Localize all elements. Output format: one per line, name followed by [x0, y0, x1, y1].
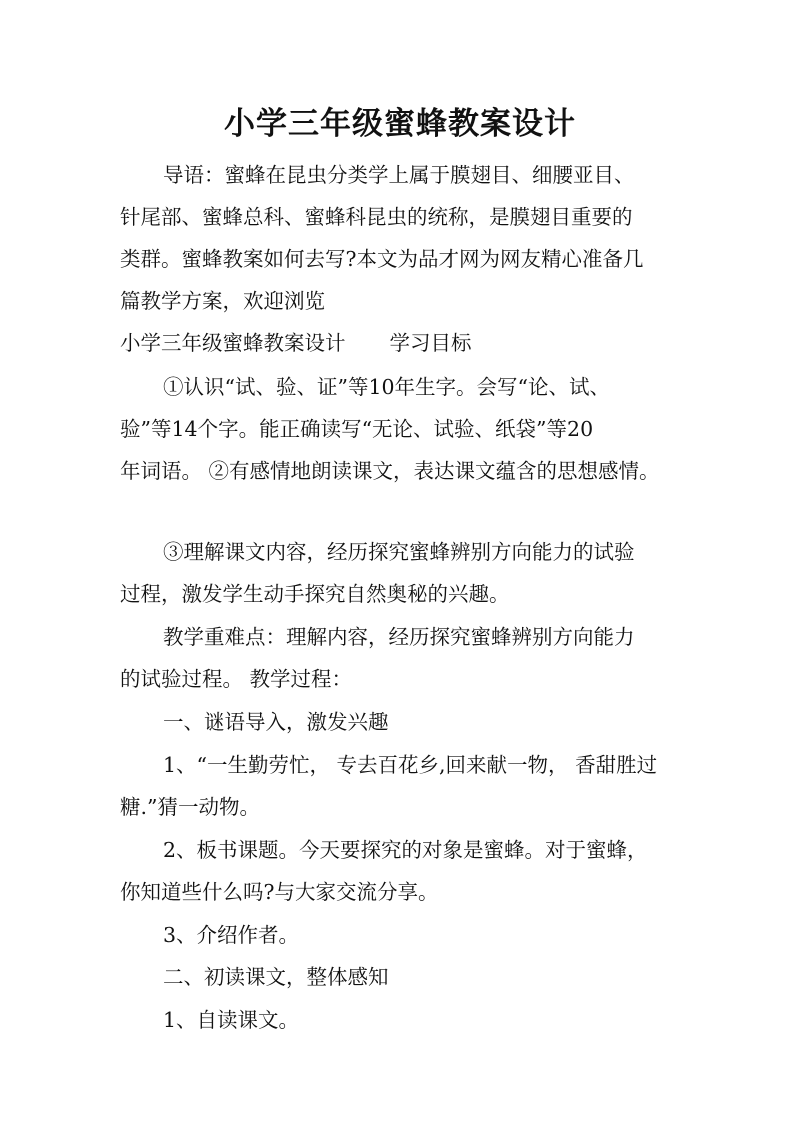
page-title: 小学三年级蜜蜂教案设计	[224, 106, 576, 142]
step-three-line: 3、介绍作者。	[163, 923, 300, 947]
riddle-line-1: 1、“一生勤劳忙， 专去百花乡,回来献一物， 香甜胜过	[163, 753, 658, 777]
self-read-line: 1、自读课文。	[163, 1008, 300, 1032]
section-two-heading: 二、初读课文，整体感知	[163, 965, 389, 989]
intro-line-3: 类群。蜜蜂教案如何去写?本文为品才网为网友精心准备几	[120, 247, 644, 271]
key-points-line-2: 的试验过程。 教学过程：	[120, 667, 353, 691]
learning-goals-label: 学习目标	[389, 331, 472, 355]
step-two-line-1: 2、板书课题。今天要探究的对象是蜜蜂。对于蜜蜂，	[163, 838, 648, 862]
section-heading-line	[120, 328, 472, 358]
intro-line-2: 针尾部、蜜蜂总科、蜜蜂科昆虫的统称，是膜翅目重要的	[120, 205, 633, 229]
goal-line-2: 验”等14个字。能正确读写“无论、试验、纸袋”等20	[120, 417, 594, 441]
key-points-line-1: 教学重难点：理解内容，经历探究蜜蜂辨别方向能力	[163, 625, 635, 649]
intro-line-1: 导语：蜜蜂在昆虫分类学上属于膜翅目、细腰亚目、	[163, 163, 635, 187]
goal-line-3: 年词语。 ②有感情地朗读课文，表达课文蕴含的思想感情。	[120, 459, 660, 483]
section-one-heading: 一、谜语导入，激发兴趣	[163, 710, 389, 734]
intro-line-4: 篇教学方案，欢迎浏览	[120, 289, 325, 313]
step-two-line-2: 你知道些什么吗?与大家交流分享。	[120, 880, 439, 904]
goal-line-1: ①认识“试、验、证”等10年生字。会写“论、试、	[163, 375, 611, 399]
goal-line-5: 过程，激发学生动手探究自然奥秘的兴趣。	[120, 582, 510, 606]
goal-line-4: ③理解课文内容，经历探究蜜蜂辨别方向能力的试验	[163, 540, 635, 564]
section-title-text: 小学三年级蜜蜂教案设计	[120, 331, 346, 355]
riddle-line-2: 糖.”猜一动物。	[120, 795, 260, 819]
